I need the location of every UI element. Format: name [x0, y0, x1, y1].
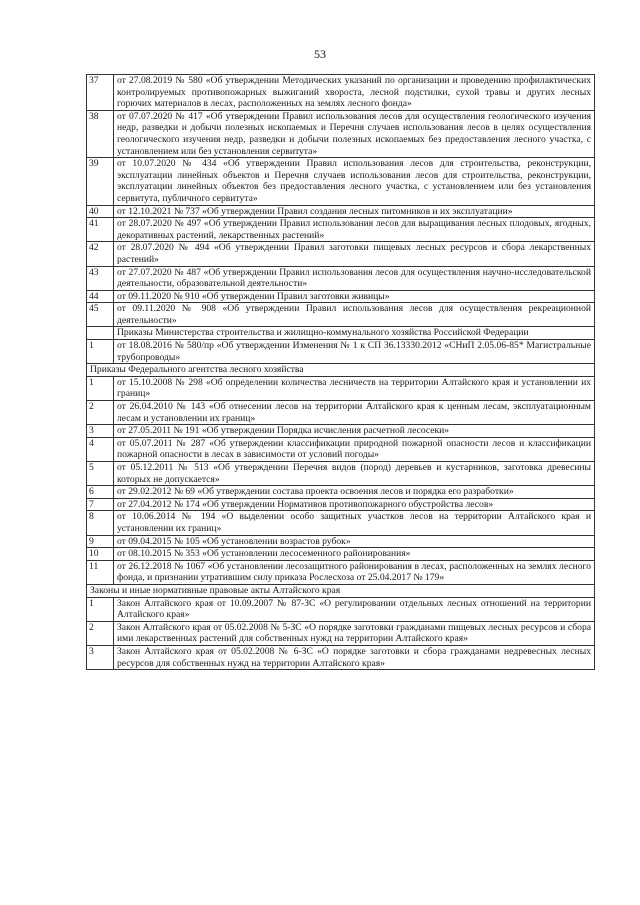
row-number: 39 — [87, 158, 114, 205]
table-row — [87, 535, 595, 548]
row-text: от 08.10.2015 № 353 «Об установлении лесосеменного районирования» — [114, 548, 595, 561]
table-row — [87, 437, 595, 461]
table-row — [87, 110, 595, 157]
row-number: 2 — [87, 621, 114, 645]
section-title: Приказы Федерального агентства лесного хозяйства — [87, 364, 595, 377]
row-number: 41 — [87, 218, 114, 242]
row-text: Закон Алтайского края от 05.02.2008 № 6-ЗС «О порядке заготовки и сбора гражданами недревесных лесных ресурсов для собственных нужд на территории Алтайского края» — [114, 645, 595, 669]
table-row — [87, 511, 595, 535]
table-row — [87, 560, 595, 584]
row-text: от 05.07.2011 № 287 «Об утверждении классификации природной пожарной опасности лесов и классификации пожарной опасности в лесах в зависимости от условий погоды» — [114, 437, 595, 461]
table-row — [87, 548, 595, 561]
row-number: 7 — [87, 498, 114, 511]
row-text: Закон Алтайского края от 05.02.2008 № 5-ЗС «О порядке заготовки гражданами пищевых лесных ресурсов и сбора ими лекарственных растений для собственных нужд на территории Алтайского края» — [114, 621, 595, 645]
row-number: 40 — [87, 205, 114, 218]
row-number: 3 — [87, 425, 114, 438]
table-row — [87, 75, 595, 111]
table-row — [87, 401, 595, 425]
table-row — [87, 303, 595, 327]
table-row — [87, 462, 595, 486]
row-text: от 26.12.2018 № 1067 «Об установлении лесозащитного районирования в лесах, расположенных на землях лесного фонда, и признании утратившим силу приказа Рослесхоза от 25.04.2017 № 179» — [114, 560, 595, 584]
table-row — [87, 290, 595, 303]
table-row — [87, 498, 595, 511]
row-text: от 05.12.2011 № 513 «Об утверждении Перечня видов (пород) деревьев и кустарников, заготовка древесины которых не допускается» — [114, 462, 595, 486]
row-number: 44 — [87, 290, 114, 303]
row-number: 1 — [87, 376, 114, 400]
row-text: от 15.10.2008 № 298 «Об определении количества лесничеств на территории Алтайского края и установлении их границ» — [114, 376, 595, 400]
table-row — [87, 486, 595, 499]
row-text: от 09.04.2015 № 105 «Об установлении возрастов рубок» — [114, 535, 595, 548]
row-text: от 07.07.2020 № 417 «Об утверждении Правил использования лесов для осуществления геологического изучения недр, разведки и добычи полезных ископаемых и Перечня случаев использования лесов в целях осуществления геологического изучения недр, разведки и добычи полезных ископаемых без предоставления лесного участка, с установлением или без установления сервитута» — [114, 110, 595, 157]
row-number: 1 — [87, 340, 114, 364]
regulations-table — [86, 74, 595, 670]
row-number: 11 — [87, 560, 114, 584]
row-number: 3 — [87, 645, 114, 669]
row-text: от 10.06.2014 № 194 «О выделении особо защитных участков лесов на территории Алтайского края и установлении их границ» — [114, 511, 595, 535]
row-number: 4 — [87, 437, 114, 461]
table-row — [87, 340, 595, 364]
row-text: от 12.10.2021 № 737 «Об утверждении Правил создания лесных питомников и их эксплуатации» — [114, 205, 595, 218]
row-number: 9 — [87, 535, 114, 548]
row-text: от 26.04.2010 № 143 «Об отнесении лесов на территории Алтайского края к ценным лесам, эксплуатационным лесам и установлении их границ» — [114, 401, 595, 425]
row-number: 2 — [87, 401, 114, 425]
section-header-row — [87, 584, 595, 597]
row-number: 38 — [87, 110, 114, 157]
table-row — [87, 376, 595, 400]
row-text: от 29.02.2012 № 69 «Об утверждении состава проекта освоения лесов и порядка его разработки» — [114, 486, 595, 499]
row-text: от 28.07.2020 № 497 «Об утверждении Правил использования лесов для выращивания лесных плодовых, ягодных, декоративных растений, лекарственных растений» — [114, 218, 595, 242]
section-title: Законы и иные нормативные правовые акты Алтайского края — [87, 584, 595, 597]
row-number: 6 — [87, 486, 114, 499]
table-body — [87, 75, 595, 670]
row-text: от 09.11.2020 № 908 «Об утверждении Правил использования лесов для осуществления рекреационной деятельности» — [114, 303, 595, 327]
row-text: от 10.07.2020 № 434 «Об утверждении Правил использования лесов для строительства, реконструкции, эксплуатации линейных объектов и Перечня случаев использования лесов для строительства, реконструкции, эксплуатации линейных объектов без предоставления лесного участка, с установлением или без установления сервитута, публичного сервитута» — [114, 158, 595, 205]
row-number — [87, 327, 114, 340]
row-text: от 27.08.2019 № 580 «Об утверждении Методических указаний по организации и проведению профилактических контролируемых противопожарных выжиганий хвороста, лесной подстилки, сухой травы и других лесных горючих материалов в лесах, расположенных на землях лесного фонда» — [114, 75, 595, 111]
row-number: 1 — [87, 597, 114, 621]
page-number: 53 — [314, 47, 326, 61]
row-number: 10 — [87, 548, 114, 561]
table-row — [87, 425, 595, 438]
table-row — [87, 205, 595, 218]
table-row — [87, 218, 595, 242]
table-row — [87, 158, 595, 205]
table-row — [87, 242, 595, 266]
row-number: 42 — [87, 242, 114, 266]
section-header-row — [87, 327, 595, 340]
row-number: 37 — [87, 75, 114, 111]
row-number: 8 — [87, 511, 114, 535]
row-text: от 09.11.2020 № 910 «Об утверждении Правил заготовки живицы» — [114, 290, 595, 303]
table-row — [87, 597, 595, 621]
row-text: от 28.07.2020 № 494 «Об утверждении Правил заготовки пищевых лесных ресурсов и сбора лекарственных растений» — [114, 242, 595, 266]
row-text: Закон Алтайского края от 10.09.2007 № 87-ЗС «О регулировании отдельных лесных отношений на территории Алтайского края» — [114, 597, 595, 621]
section-header-row — [87, 364, 595, 377]
row-text: от 18.08.2016 № 580/пр «Об утверждении Изменения № 1 к СП 36.13330.2012 «СНиП 2.05.06-85* Магистральные трубопроводы» — [114, 340, 595, 364]
row-number: 45 — [87, 303, 114, 327]
row-text: от 27.05.2011 № 191 «Об утверждении Порядка исчисления расчетной лесосеки» — [114, 425, 595, 438]
section-title: Приказы Министерства строительства и жилищно-коммунального хозяйства Российской Федерации — [114, 327, 595, 340]
row-number: 43 — [87, 266, 114, 290]
table-row — [87, 645, 595, 669]
row-number: 5 — [87, 462, 114, 486]
table-row — [87, 621, 595, 645]
row-text: от 27.07.2020 № 487 «Об утверждении Правил использования лесов для осуществления научно-исследовательской деятельности, образовательной деятельности» — [114, 266, 595, 290]
table-row — [87, 266, 595, 290]
row-text: от 27.04.2012 № 174 «Об утверждении Нормативов противопожарного обустройства лесов» — [114, 498, 595, 511]
